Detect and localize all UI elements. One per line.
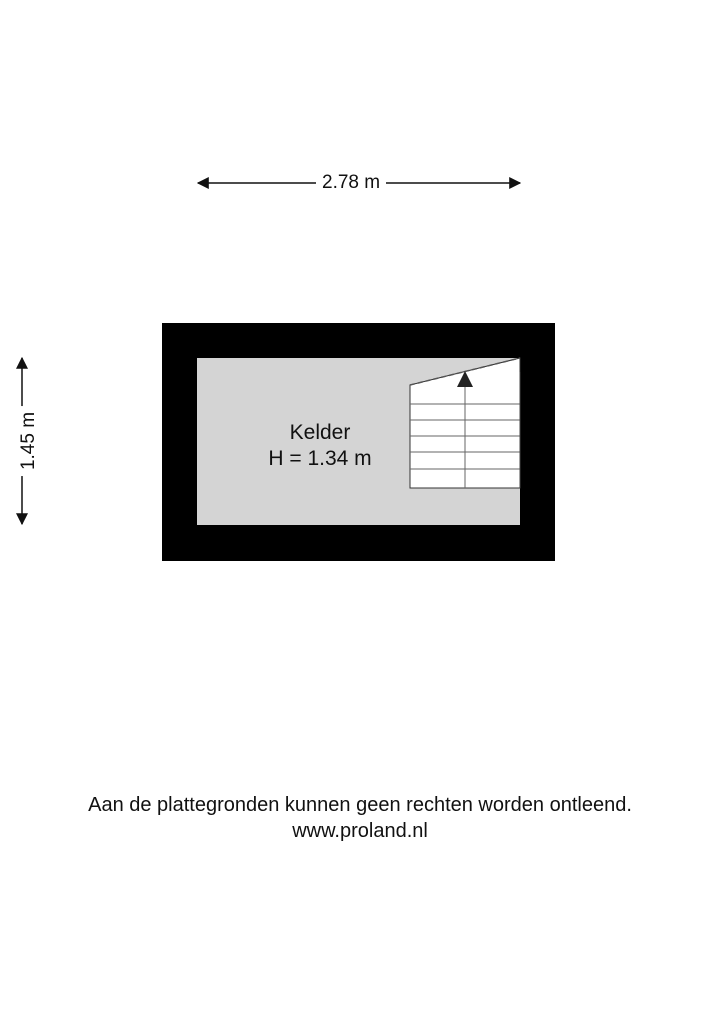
room-ceiling-height: H = 1.34 m [268, 447, 372, 470]
website-text: www.proland.nl [292, 820, 428, 842]
width-dimension-label: 2.78 m [316, 172, 386, 194]
room-name: Kelder [289, 421, 351, 444]
height-dimension-label: 1.45 m [18, 406, 40, 476]
disclaimer-text: Aan de plattegronden kunnen geen rechten worden ontleend. [88, 794, 632, 816]
